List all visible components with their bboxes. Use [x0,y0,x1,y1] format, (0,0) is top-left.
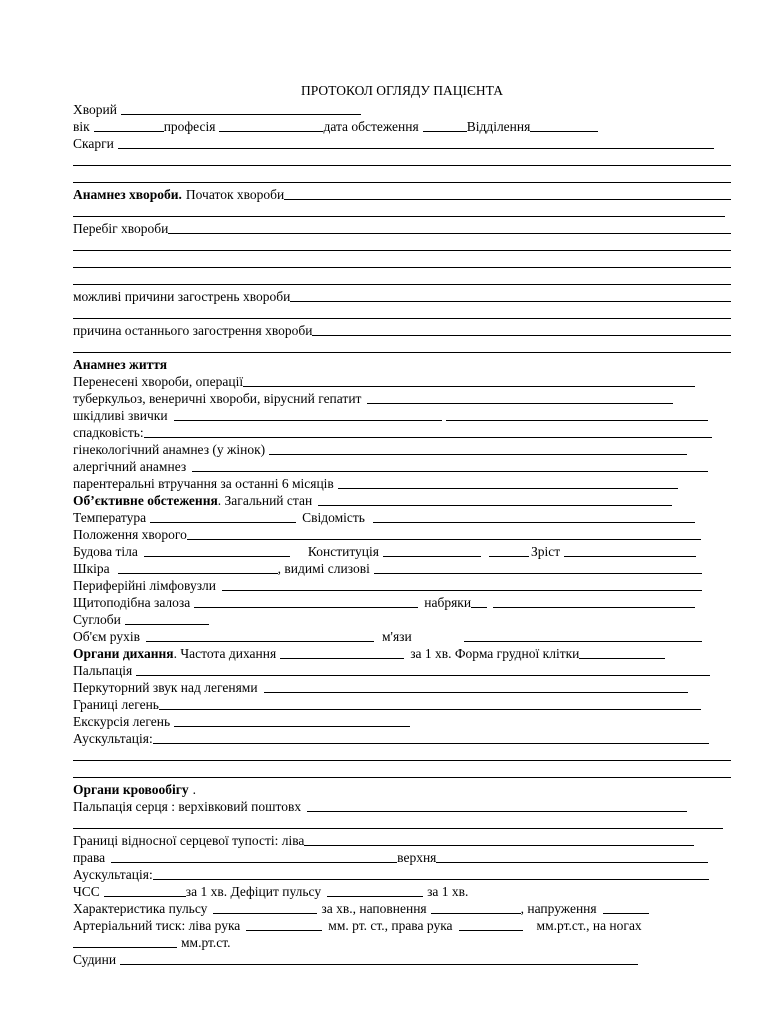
label-edema: набряки [424,595,472,610]
label-last-cause: причина останнього загострення хвороби [73,323,313,338]
row-blank [73,151,731,168]
field-last-cause[interactable] [312,323,731,336]
row-life-history [73,355,731,372]
row-palpation [73,661,731,678]
label-tension: , напруження [520,901,597,916]
row-blank [73,168,731,185]
row-auscultation2 [73,865,731,882]
field-gyn[interactable] [269,442,687,455]
field-blank-line[interactable] [73,340,731,353]
field-tension[interactable] [603,901,649,914]
field-course[interactable] [168,221,731,234]
label-department: Відділення [466,119,531,134]
label-right: права [73,850,106,865]
row-heredity [73,423,731,440]
field-blank-line[interactable] [73,204,725,217]
row-blank [73,304,731,321]
row-patient [73,100,731,117]
label-mucosa: , видимі слизові [277,561,370,576]
field-percussion[interactable] [264,680,688,693]
field-blank-line[interactable] [73,272,731,285]
label-thyroid: Щитоподібна залоза [73,595,191,610]
field-muscles[interactable] [464,629,702,642]
row-parenteral [73,474,731,491]
row-complaints [73,134,731,151]
row-rel-dullness [73,831,731,848]
row-thyroid [73,593,731,610]
field-right[interactable] [111,850,397,863]
row-skin [73,559,731,576]
field-lung-borders[interactable] [159,697,701,710]
field-constitution[interactable] [383,544,481,557]
field-vessels[interactable] [120,952,538,965]
label-muscles: м'язи [381,629,412,644]
label-general-state: . Загальний стан [217,493,313,508]
row-temperature [73,508,731,525]
heading-objective: Об’єктивне обстеження [73,493,218,508]
label-allergy: алергічний анамнез [73,459,187,474]
field-height[interactable] [564,544,696,557]
label-percussion: Перкуторний звук над легенями [73,680,258,695]
field-complaints[interactable] [118,136,714,149]
label-circ-dot: . [192,782,196,797]
field-parenteral[interactable] [338,476,678,489]
label-heart-palp: Пальпація серця : верхівковий поштовх [73,799,302,814]
label-patient: Хворий [73,102,117,117]
field-build[interactable] [144,544,290,557]
label-mmhg-legs: мм.рт.ст., на ногах [536,918,642,933]
heading-disease-history: Анамнез хвороби. [73,187,182,202]
field-pulse-deficit[interactable] [327,884,423,897]
label-bp: Артеріальний тиск: ліва рука [73,918,241,933]
label-habits: шкідливі звички [73,408,168,423]
field-rel-dullness[interactable] [304,833,694,846]
field-upper[interactable] [436,850,708,863]
row-past-diseases [73,372,731,389]
label-per-min: за 1 хв. [427,884,469,899]
label-gyn: гінекологічний анамнез (у жінок) [73,442,266,457]
field-joints[interactable] [125,612,209,625]
field-habits-2[interactable] [446,408,708,421]
row-lymph [73,576,731,593]
row-right-upper [73,848,731,865]
row-bp-legs [73,933,731,950]
row-blank [73,253,731,270]
field-lung-excursion[interactable] [174,714,410,727]
row-blank [73,338,731,355]
label-temperature: Температура [73,510,147,525]
label-heredity: спадковість: [73,425,144,440]
label-age: вік [73,119,90,134]
row-circ [73,780,731,797]
field-motion[interactable] [146,629,374,642]
label-filling: за хв., наповнення [321,901,427,916]
field-mucosa[interactable] [374,561,702,574]
field-heart-palp[interactable] [307,799,687,812]
label-palpation: Пальпація [73,663,133,678]
protocol-form [73,82,731,967]
field-position[interactable] [187,527,701,540]
field-vessels-2[interactable] [538,952,638,965]
label-position: Положення хворого [73,527,187,542]
field-resp-rate[interactable] [280,646,404,659]
field-bp-legs[interactable] [73,935,177,948]
field-constitution-2[interactable] [489,544,529,557]
label-possible-causes: можливі причини загострень хвороби [73,289,291,304]
field-palpation[interactable] [136,663,710,676]
row-position [73,525,731,542]
label-lymph: Периферійні лімфовузли [73,578,217,593]
label-hr: ЧСС [73,884,100,899]
label-vessels: Судини [73,952,117,967]
field-infections[interactable] [367,391,673,404]
row-percussion [73,678,731,695]
row-lung-excursion [73,712,731,729]
row-blank [73,763,731,780]
field-bp-right[interactable] [459,918,523,931]
row-gyn [73,440,731,457]
field-possible-causes[interactable] [290,289,731,302]
field-thyroid[interactable] [194,595,418,608]
row-allergy [73,457,731,474]
field-auscultation2[interactable] [153,867,709,880]
row-blank [73,814,731,831]
field-pulse-char[interactable] [213,901,317,914]
field-general-state[interactable] [318,493,672,506]
label-resp-rate: . Частота дихання [173,646,277,661]
label-skin: Шкіра [73,561,110,576]
row-onset [73,185,731,202]
field-blank-line[interactable] [73,306,731,319]
field-past-diseases[interactable] [243,374,695,387]
field-hr[interactable] [104,884,186,897]
field-blank-line[interactable] [73,153,731,166]
row-blank [73,270,731,287]
label-past-diseases: Перенесені хвороби, операції [73,374,244,389]
row-infections [73,389,731,406]
field-blank-line[interactable] [73,765,731,778]
label-pulse-char: Характеристика пульсу [73,901,208,916]
row-build [73,542,731,559]
label-mmhg-end: мм.рт.ст. [181,935,231,950]
field-temperature[interactable] [150,510,296,523]
row-auscultation [73,729,731,746]
row-pulse-char [73,899,731,916]
row-blank [73,746,731,763]
label-height: Зріст [530,544,561,559]
label-auscultation2: Аускультація: [73,867,153,882]
label-rel-dullness: Границі відносної серцевої тупості: ліва [73,833,305,848]
label-upper: верхня [397,850,437,865]
label-course: Перебіг хвороби [73,221,169,236]
field-blank-line[interactable] [73,238,731,251]
field-profession[interactable] [219,119,323,132]
row-last-cause [73,321,731,338]
label-per-min-deficit: за 1 хв. Дефіцит пульсу [185,884,322,899]
row-lung-borders [73,695,731,712]
row-vessels [73,950,731,967]
label-onset: Початок хвороби [185,187,285,202]
field-department[interactable] [530,119,598,132]
row-possible-causes [73,287,731,304]
field-heredity[interactable] [144,425,712,438]
label-profession: професія [163,119,216,134]
label-per-min-chest: за 1 хв. Форма грудної клітки [410,646,580,661]
field-blank-line[interactable] [73,748,731,761]
field-allergy[interactable] [192,459,708,472]
label-lung-borders: Границі легень [73,697,159,712]
field-blank-line[interactable] [73,816,723,829]
label-joints: Суглоби [73,612,121,627]
row-course [73,219,731,236]
label-complaints: Скарги [73,136,114,151]
heading-resp-organs: Органи дихання [73,646,174,661]
row-age [73,117,731,134]
field-patient[interactable] [121,102,361,115]
field-filling[interactable] [431,901,521,914]
field-edema-2[interactable] [493,595,695,608]
row-blank [73,202,731,219]
label-mmhg-right: мм. рт. ст., права рука [328,918,453,933]
field-skin[interactable] [118,561,278,574]
field-lymph[interactable] [222,578,702,591]
field-edema[interactable] [471,595,487,608]
row-hr [73,882,731,899]
label-lung-excursion: Екскурсія легень [73,714,171,729]
label-consciousness: Свідомість [302,510,365,525]
row-joints [73,610,731,627]
label-build: Будова тіла [73,544,138,559]
field-age[interactable] [94,119,164,132]
label-parenteral: парентеральні втручання за останні 6 місяців [73,476,334,491]
field-exam-date[interactable] [423,119,467,132]
field-chest-shape[interactable] [579,646,665,659]
label-infections: туберкульоз, венеричні хвороби, вірусний гепатит [73,391,362,406]
field-habits[interactable] [174,408,442,421]
row-habits [73,406,731,423]
row-resp [73,644,731,661]
row-blank [73,236,731,253]
field-auscultation[interactable] [153,731,709,744]
row-motion [73,627,731,644]
label-auscultation: Аускультація: [73,731,153,746]
label-exam-date: дата обстеження [323,119,419,134]
heading-circ-organs: Органи кровообігу [73,782,189,797]
heading-life-history: Анамнез життя [73,357,167,372]
field-blank-line[interactable] [73,255,731,268]
form-title: ПРОТОКОЛ ОГЛЯДУ ПАЦІЄНТА [301,83,503,98]
label-motion: Об'єм рухів [73,629,140,644]
field-bp-left[interactable] [246,918,322,931]
field-blank-line[interactable] [73,170,731,183]
row-heart-palp [73,797,731,814]
field-consciousness[interactable] [373,510,695,523]
row-bp [73,916,731,933]
row-objective [73,491,731,508]
field-onset[interactable] [284,187,731,200]
label-constitution: Конституція [307,544,379,559]
